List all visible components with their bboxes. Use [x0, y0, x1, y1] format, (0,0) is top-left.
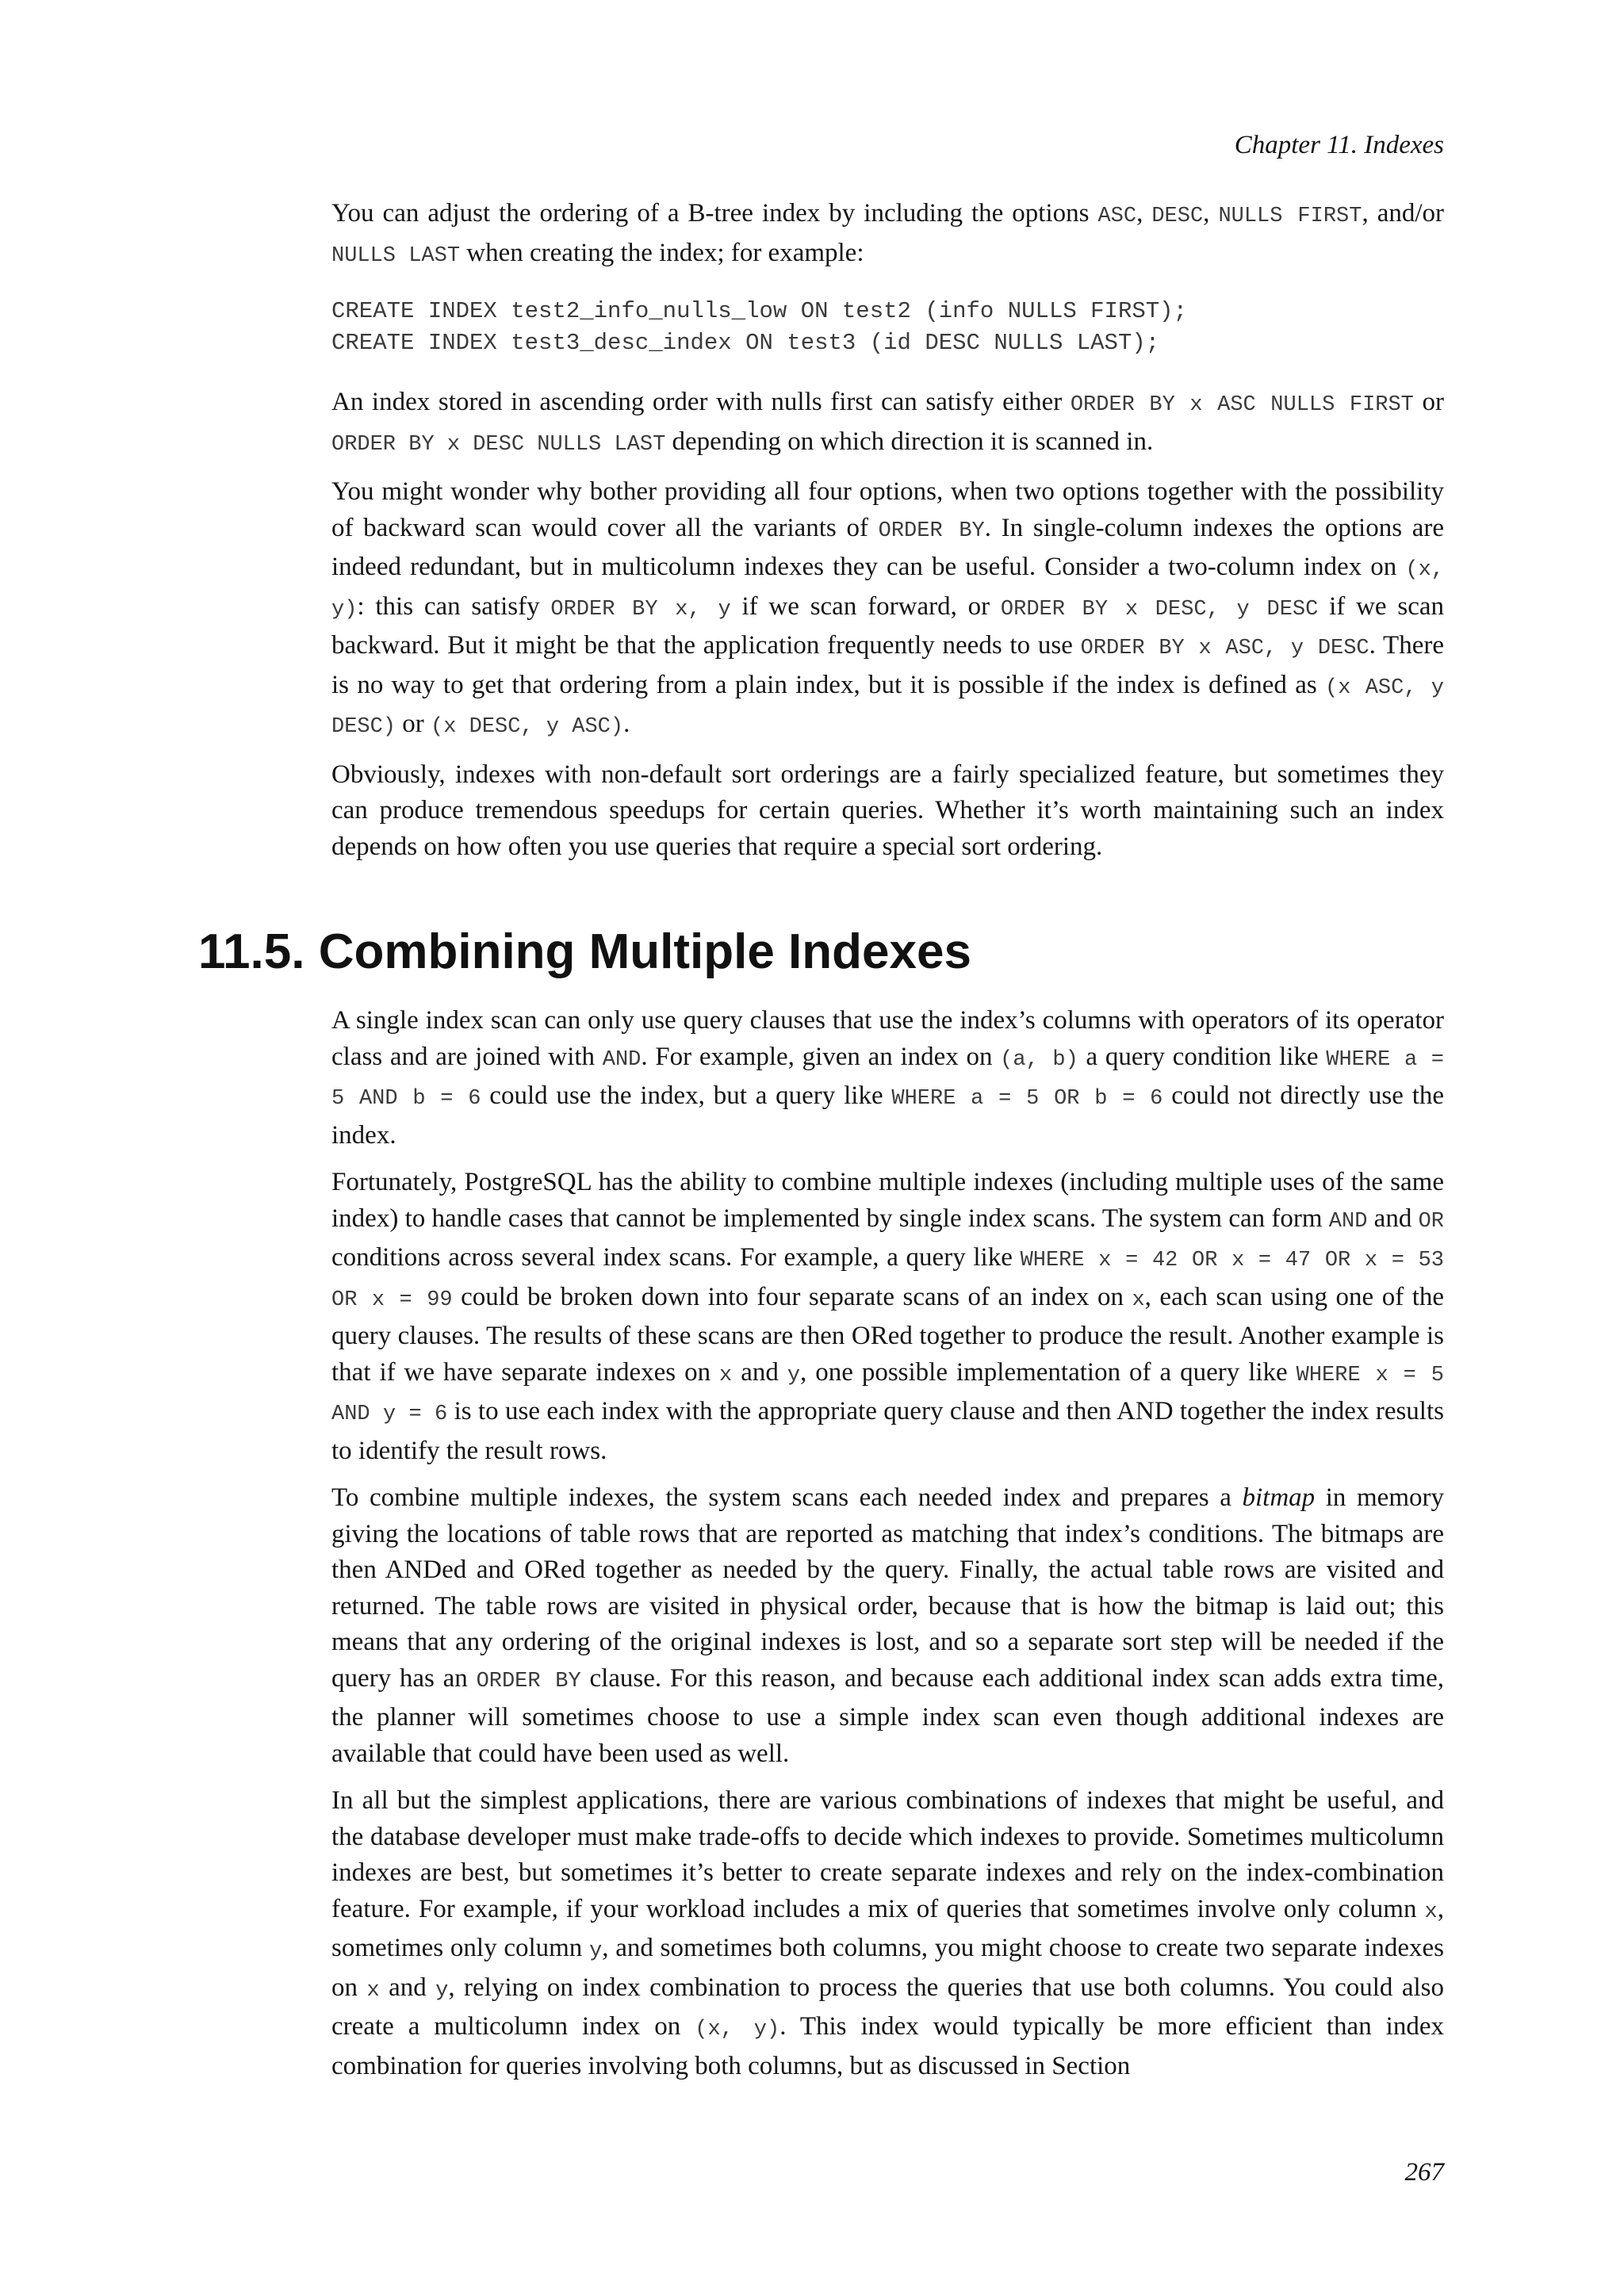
section-heading: 11.5. Combining Multiple Indexes — [198, 924, 971, 979]
text: is to use each index with the appropriate query clause and then AND together the index results to identify the result rows. — [331, 1397, 1444, 1465]
paragraph-single-index-scan — [331, 1003, 1444, 1154]
code-term: (x DESC, y ASC) — [431, 715, 624, 739]
text: . In single-column indexes the options are indeed redundant, but in multicolumn indexes they can be useful. Consider a two-column index on — [331, 513, 1445, 581]
text: and — [1367, 1203, 1419, 1233]
paragraph-specialized-feature: Obviously, indexes with non-default sort orderings are a fairly specialized feature, but sometimes they can produce tremendous speedups for certain queries. Whether it’s worth maintaining such an index depends on how often you use queries that require a special sort ordering. — [331, 760, 1444, 861]
code-term: x — [719, 1363, 733, 1387]
code-line: CREATE INDEX test3_desc_index ON test3 (id DESC NULLS LAST); — [331, 330, 1160, 356]
code-term: x — [1132, 1288, 1145, 1312]
text: or — [396, 710, 431, 738]
paragraph-ordering-options — [331, 196, 1444, 274]
text: : this can satisfy — [357, 591, 551, 621]
text: could use the index, but a query like — [481, 1081, 892, 1110]
text: depending on which direction it is scanned in. — [665, 427, 1154, 456]
code-term: NULLS FIRST — [1218, 205, 1362, 228]
text: A single index scan can only use query clauses that use the index’s columns with operators of its operator class and are joined with — [331, 1006, 1444, 1071]
code-term: (x, y) — [695, 2018, 780, 2042]
paragraph-bitmap — [331, 1480, 1444, 1772]
text: , — [1203, 199, 1219, 228]
code-term: (x ASC, y DESC) — [331, 675, 1444, 739]
text: clause. For this reason, and because each additional index scan adds extra time, the planner will sometimes choose to use a simple index scan even though additional indexes are available that could have been used as well. — [331, 1663, 1444, 1768]
code-term: (a, b) — [1000, 1047, 1078, 1072]
text: in memory giving the locations of table rows that are reported as matching that index’s conditions. The bitmaps are then ANDed and ORed together as needed by the query. Finally, the actual table rows are visited and returned. The table rows are visited in physical order, because that is how the bitmap is laid out; this means that any ordering of the original indexes is lost, and so a separate sort step will be needed if the query has an — [331, 1483, 1444, 1693]
text: or — [1413, 388, 1444, 416]
code-term: (x, y) — [331, 558, 1444, 622]
code-term: WHERE a = 5 AND b = 6 — [331, 1047, 1445, 1111]
intro-paragraph-block — [331, 196, 1444, 274]
emphasized-term: bitmap — [1242, 1483, 1316, 1512]
paragraph-combine-indexes — [331, 1165, 1444, 1469]
code-term: WHERE a = 5 OR b = 6 — [891, 1087, 1163, 1111]
paragraph-nulls-first — [331, 385, 1444, 463]
running-head: Chapter 11. Indexes — [1234, 131, 1444, 159]
text: An index stored in ascending order with nulls first can satisfy either — [331, 388, 1071, 416]
text: , one possible implementation of a query like — [800, 1357, 1297, 1387]
code-term: ORDER BY x ASC NULLS FIRST — [1070, 393, 1414, 417]
text: and — [732, 1357, 787, 1387]
code-line: CREATE INDEX test2_info_nulls_low ON test2 (info NULLS FIRST); — [331, 298, 1187, 324]
code-term: ORDER BY x ASC, y DESC — [1080, 637, 1369, 660]
text: In all but the simplest applications, there are various combinations of indexes that might be useful, and the database developer must make trade-offs to decide which indexes to provide. Sometimes multicolumn indexes are best, but sometimes it’s better to create separate indexes and rely on the index-combination feature. For example, if your workload includes a mix of queries that sometimes involve only column — [331, 1786, 1444, 1923]
code-term: y — [787, 1363, 801, 1387]
code-term: WHERE x = 42 OR x = 47 OR x = 53 OR x = 99 — [331, 1249, 1444, 1312]
paragraph-trade-offs — [331, 1783, 1444, 2084]
code-term: ORDER BY — [878, 519, 985, 543]
code-term: y — [435, 1978, 449, 2003]
code-term: WHERE x = 5 AND y = 6 — [331, 1363, 1444, 1426]
code-term: AND — [1328, 1209, 1368, 1234]
page-number: 267 — [1404, 2158, 1444, 2187]
text: Fortunately, PostgreSQL has the ability to combine multiple indexes (including multiple uses of the same index) to handle cases that cannot be implemented by single index scans. The system can form — [331, 1168, 1444, 1233]
text: , sometimes only column — [331, 1894, 1444, 1962]
text: . There is no way to get that ordering from a plain index, but it is possible if the index is defined as — [331, 631, 1444, 699]
code-term: x — [366, 1978, 380, 2003]
text: if we scan forward, or — [730, 591, 1001, 621]
text: , relying on index combination to process the queries that use both columns. You could also create a multicolumn index on — [331, 1973, 1445, 2041]
text: . This index would typically be more efficient than index combination for queries involving both columns, but as discussed in Section — [331, 2012, 1444, 2080]
text: You might wonder why bother providing all four options, when two options together with the possibility of backward scan would cover all the variants of — [331, 477, 1444, 542]
code-term: ORDER BY x DESC NULLS LAST — [331, 432, 666, 457]
text: could be broken down into four separate scans of an index on — [452, 1282, 1132, 1311]
text: if we scan backward. But it might be that the application frequently needs to use — [331, 591, 1444, 660]
text: You can adjust the ordering of a B-tree index by including the options — [331, 199, 1098, 228]
text: , — [1136, 199, 1152, 228]
code-term: AND — [602, 1047, 642, 1072]
paragraph-four-options — [331, 474, 1444, 746]
code-term: ASC — [1097, 205, 1137, 228]
code-term: x — [1424, 1900, 1438, 1924]
body-block-upper — [331, 385, 1444, 865]
text: To combine multiple indexes, the system scans each needed index and prepares a — [331, 1483, 1243, 1512]
text: , each scan using one of the query clauses. The results of these scans are then ORed together to produce the result. Another example is that if we have separate indexes on — [331, 1282, 1445, 1387]
text: conditions across several index scans. For example, a query like — [331, 1243, 1021, 1272]
code-term: y — [589, 1939, 603, 1963]
text: could not directly use the index. — [331, 1081, 1445, 1150]
code-term: OR — [1418, 1209, 1444, 1234]
code-term: ORDER BY — [476, 1669, 581, 1693]
text: . For example, given an index on — [641, 1042, 1001, 1071]
code-term: NULLS LAST — [331, 243, 461, 268]
code-term: ORDER BY x, y — [550, 597, 731, 622]
code-term: DESC — [1151, 205, 1204, 228]
code-term: ORDER BY x DESC, y DESC — [1000, 597, 1319, 622]
text: , and/or — [1362, 199, 1445, 228]
text: when creating the index; for example: — [460, 238, 864, 267]
text: . — [623, 710, 630, 738]
body-block-section — [331, 1003, 1444, 2084]
text: a query condition like — [1078, 1042, 1327, 1071]
text: and — [379, 1973, 436, 2002]
text: , and sometimes both columns, you might choose to create two separate indexes on — [331, 1934, 1444, 2002]
code-example-block — [331, 296, 1187, 359]
